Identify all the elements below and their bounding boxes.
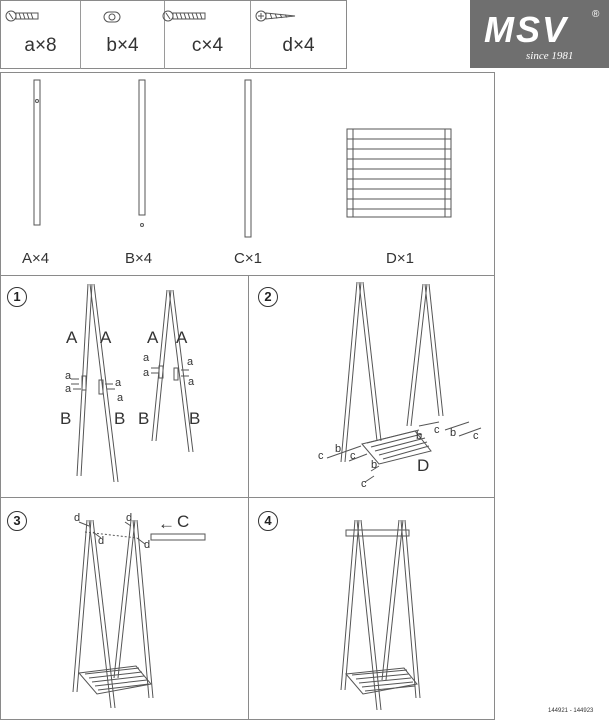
- step-1-number: 1: [7, 287, 27, 307]
- step-4-drawing: [249, 498, 496, 721]
- part-a-leg-icon: [34, 80, 40, 225]
- screw-c-icon: [162, 9, 208, 23]
- hardware-c-label: c×4: [191, 35, 224, 56]
- hardware-c: [165, 1, 251, 69]
- step-1-label-b-left: B: [60, 409, 72, 428]
- part-d-shelf-icon: [347, 129, 451, 217]
- step-1-label-a5: a: [143, 352, 150, 364]
- step-1-label-b-right-2: B: [189, 409, 201, 428]
- step-1-label-a3: a: [115, 377, 122, 389]
- step-3-arrow-icon: ←: [158, 514, 175, 533]
- brand-registered-mark: ®: [592, 9, 600, 20]
- step-2-panel: [248, 275, 495, 498]
- step-1-label-a-right: A: [100, 328, 112, 347]
- step-1-label-a2: a: [65, 383, 72, 395]
- step-2-number: 2: [258, 287, 278, 307]
- step-2-label-b1: b: [335, 443, 342, 455]
- step-1-label-b-left-2: B: [138, 409, 150, 428]
- step-3-panel: [0, 497, 249, 720]
- hardware-b: [81, 1, 165, 69]
- hardware-b-label: b×4: [106, 35, 139, 56]
- step-3-label-d3: d: [126, 512, 133, 524]
- step-1-label-a-right-2: A: [176, 328, 188, 347]
- step-1-label-b-right: B: [114, 409, 126, 428]
- step-1-label-a6: a: [143, 367, 150, 379]
- step-4-panel: [248, 497, 495, 720]
- step-1-drawing: [1, 276, 250, 499]
- step-2-label-c5: c: [473, 430, 479, 442]
- step-1-label-a1: a: [65, 370, 72, 382]
- part-b-label: B×4: [125, 250, 153, 267]
- hardware-strip: [0, 0, 347, 69]
- step-3-label-d1: d: [74, 512, 81, 524]
- hardware-a-label: a×8: [24, 35, 57, 56]
- part-c-bar-icon: [245, 80, 251, 237]
- part-a-label: A×4: [22, 250, 50, 267]
- step-2-label-d: D: [417, 456, 430, 475]
- brand-since: since 1981: [526, 50, 574, 62]
- brand-name: MSV: [484, 9, 569, 50]
- step-3-number: 3: [7, 511, 27, 531]
- step-2-label-b2: b: [371, 459, 378, 471]
- step-3-drawing: [1, 498, 250, 721]
- hardware-d-label: d×4: [282, 35, 315, 56]
- step-3-label-d2: d: [98, 535, 105, 547]
- product-code: 144921 - 144923: [548, 708, 594, 714]
- brand-logo: [470, 0, 609, 68]
- step-2-label-b4: b: [450, 427, 457, 439]
- parts-drawing: [1, 73, 496, 277]
- step-4-number: 4: [258, 511, 278, 531]
- step-2-label-c2: c: [350, 450, 356, 462]
- step-2-label-c3: c: [361, 478, 367, 490]
- step-3-label-d4: d: [144, 539, 151, 551]
- step-1-label-a-left-2: A: [147, 328, 159, 347]
- hardware-a: [1, 1, 81, 69]
- step-2-label-c4: c: [434, 424, 440, 436]
- parts-panel: [0, 72, 495, 276]
- part-d-label: D×1: [386, 250, 414, 267]
- wood-screw-d-icon: [255, 9, 299, 23]
- step-1-label-a7: a: [187, 356, 194, 368]
- step-3-label-c: C: [177, 512, 190, 531]
- part-b-leg-icon: [139, 80, 145, 227]
- step-1-panel: [0, 275, 249, 498]
- barrel-nut-b-icon: [101, 9, 123, 25]
- step-2-label-c1: c: [318, 450, 324, 462]
- part-c-label: C×1: [234, 250, 262, 267]
- step-1-label-a-left: A: [66, 328, 78, 347]
- step-2-label-b3: b: [416, 430, 423, 442]
- step-1-label-a8: a: [188, 376, 195, 388]
- screw-a-icon: [5, 9, 41, 23]
- hardware-d: [251, 1, 346, 69]
- step-1-label-a4: a: [117, 392, 124, 404]
